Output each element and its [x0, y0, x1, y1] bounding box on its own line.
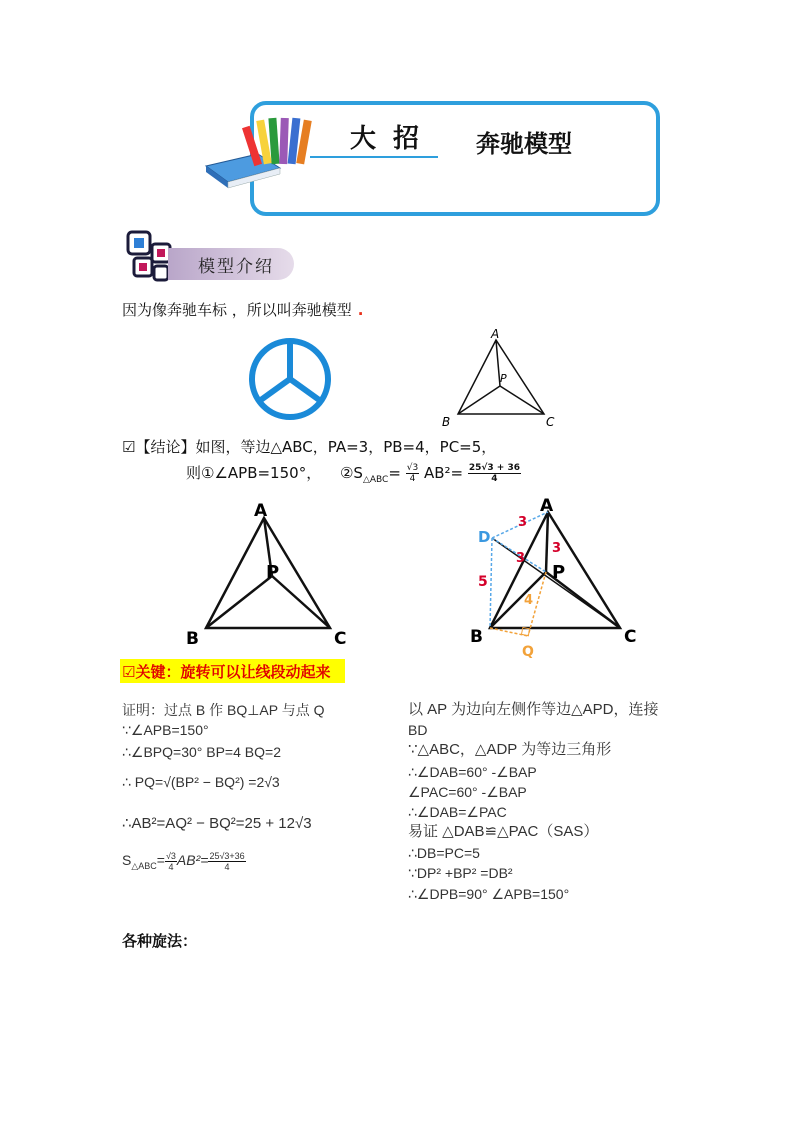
- left-label-b: B: [186, 629, 199, 649]
- right-num-4: 4: [524, 593, 534, 608]
- footer-text: 各种旋法：: [122, 932, 198, 950]
- proof-left-1: ∵∠APB=150°: [122, 722, 209, 738]
- right-label-d: D: [478, 528, 491, 546]
- proof-right-7: ∴DB=PC=5: [408, 845, 480, 861]
- right-label-p: P: [552, 562, 566, 583]
- intro-text: 因为像奔驰车标 ，所以叫奔驰模型 .: [122, 301, 364, 319]
- proof-left-2: ∴∠BPQ=30° BP=4 BQ=2: [122, 744, 281, 760]
- proof-right-4: ∠PAC=60° -∠BAP: [408, 784, 527, 800]
- proof-right-1: BD: [408, 722, 428, 738]
- proof-right-2: ∵△ABC，△ADP 为等边三角形: [408, 741, 612, 758]
- proof-right-9: ∴∠DPB=90° ∠APB=150°: [408, 886, 570, 902]
- label-c: C: [546, 415, 555, 429]
- proof-right-3: ∴∠DAB=60° -∠BAP: [408, 764, 537, 780]
- right-label-b: B: [470, 627, 483, 647]
- page-subtitle: 奔驰模型: [476, 130, 572, 158]
- label-b: B: [442, 415, 451, 429]
- right-triangle-figure: [462, 496, 652, 658]
- mercedes-logo-icon: [238, 336, 342, 420]
- page-title: 大 招: [350, 124, 424, 154]
- proof-right-5: ∴∠DAB=∠PAC: [408, 804, 507, 820]
- label-a: A: [491, 328, 500, 341]
- section-label: 模型介绍: [198, 257, 274, 277]
- right-label-a: A: [540, 496, 554, 516]
- right-label-q: Q: [522, 644, 534, 658]
- right-num-3c: 3: [516, 551, 526, 566]
- proof-left-area: $S_{\triangle ABC}=$ $\frac{√3}{4}$ AB²= $\frac{25√3+36}{4}$: [122, 850, 245, 872]
- left-triangle-figure: [180, 498, 360, 650]
- left-label-p: P: [266, 562, 280, 583]
- title-underline: [310, 156, 438, 158]
- right-num-3b: 3: [552, 541, 562, 556]
- proof-right-6: 易证 △DAB≌△PAC（SAS）: [408, 823, 599, 840]
- proof-left-4: ∴AB²=AQ² − BQ²=25 + 12√3: [122, 815, 312, 832]
- right-label-c: C: [624, 627, 637, 647]
- proof-right-0: 以 AP 为边向左侧作等边△APD，连接: [408, 701, 659, 718]
- proof-left-0: 证明：过点 B 作 BQ⊥AP 与点 Q: [122, 702, 325, 718]
- conclusion-line1: ☑【结论】如图，等边△ABC，PA=3，PB=4，PC=5，: [122, 438, 497, 456]
- books-icon: [198, 108, 328, 190]
- small-triangle-diagram: [438, 328, 558, 430]
- proof-left-3: ∴ PQ=√(BP² − BQ²) =2√3: [122, 774, 280, 790]
- proof-right-8: ∵DP² +BP² =DB²: [408, 865, 513, 881]
- key-text: ☑关键：旋转可以让线段动起来: [122, 663, 331, 681]
- right-num-3a: 3: [518, 515, 528, 530]
- left-label-c: C: [334, 629, 347, 649]
- left-label-a: A: [254, 501, 268, 521]
- label-p: P: [500, 372, 507, 385]
- right-num-5: 5: [478, 574, 488, 590]
- conclusion-line2: 则①∠APB=150°， $②S_{\triangle ABC}=$ $\frac{√3}{4}$ AB²= $\frac{25√3 + 36}{4}$: [186, 463, 520, 485]
